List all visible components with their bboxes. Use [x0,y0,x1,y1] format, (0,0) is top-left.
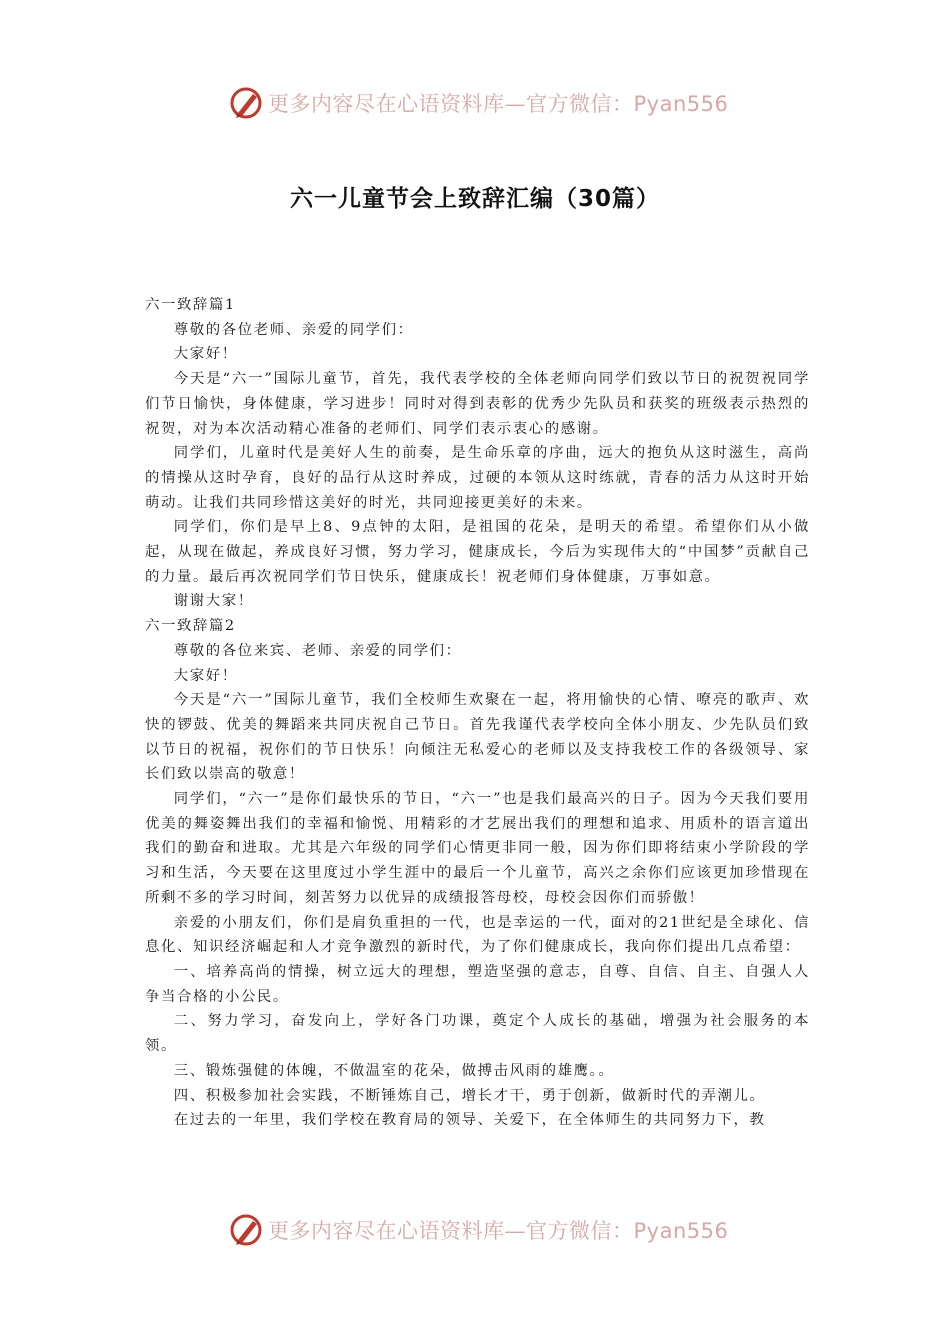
paragraph: 三、锻炼强健的体魄，不做温室的花朵，做搏击风雨的雄鹰。。 [173,1062,615,1079]
paragraph: 同学们，“六一”是你们最快乐的节日，“六一”也是我们最高兴的日子。因为今天我们要用优美的舞姿舞出我们的幸福和愉悦、用精彩的才艺展出我们的理想和追求、用质朴的语言道出我们的勤奋和进取。尤其是六年级的同学们心情更非同一般，因为你们即将结束小学阶段的学习和生活，今天要在这里度过小学生涯中的最后一个儿童节，高兴之余你们应该更加珍惜现在所剩不多的学习时间，刻苦努力以优异的成绩报答母校，母校会因你们而骄傲！ [145,791,810,906]
document-body [145,293,810,1133]
paragraph: 今天是“六一”国际儿童节，首先，我代表学校的全体老师向同学们致以节日的祝贺祝同学们节日愉快，身体健康，学习进步！同时对得到表彰的优秀少先队员和获奖的班级表示热烈的祝贺，对为本次活动精心准备的老师们、同学们表示衷心的感谢。 [145,371,810,437]
pen-circle-logo-icon [228,1212,264,1248]
paragraph: 二、努力学习，奋发向上，学好各门功课，奠定个人成长的基础，增强为社会服务的本领。 [145,1013,810,1055]
banner-wechat-id: Pyan556 [633,92,729,116]
paragraph: 在过去的一年里，我们学校在教育局的领导、关爱下，在全体师生的共同努力下，教 [173,1112,766,1129]
section-heading: 六一致辞篇1 [145,297,236,313]
banner-text: 更多内容尽在心语资料库—官方微信：Pyan556 [268,92,729,116]
paragraph: 大家好！ [173,346,238,363]
pen-circle-logo-icon [228,85,264,121]
paragraph: 大家好！ [173,667,238,684]
footer-banner [228,1210,728,1250]
header-banner [228,83,728,123]
paragraph: 今天是“六一”国际儿童节，我们全校师生欢聚在一起，将用愉快的心情、嘹亮的歌声、欢快的锣鼓、优美的舞蹈来共同庆祝自己节日。首先我谨代表学校向全体小朋友、少先队员们致以节日的祝福，祝你们的节日快乐！向倾注无私爱心的老师以及支持我校工作的各级领导、家长们致以崇高的敬意！ [145,692,810,783]
paragraph: 尊敬的各位老师、亲爱的同学们： [173,321,414,338]
paragraph: 谢谢大家！ [173,593,254,610]
paragraph: 尊敬的各位来宾、老师、亲爱的同学们： [173,642,462,659]
paragraph: 同学们，儿童时代是美好人生的前奏，是生命乐章的序曲，远大的抱负从这时滋生，高尚的情操从这时孕育，良好的品行从这时养成，过硬的本领从这时练就，青春的活力从这时开始萌动。让我们共同珍惜这美好的时光，共同迎接更美好的未来。 [145,445,810,511]
paragraph: 同学们，你们是早上8、9点钟的太阳，是祖国的花朵，是明天的希望。希望你们从小做起，从现在做起，养成良好习惯，努力学习，健康成长，今后为实现伟大的“中国梦”贡献自己的力量。最后再次祝同学们节日快乐，健康成长！祝老师们身体健康，万事如意。 [145,519,810,585]
section-heading: 六一致辞篇2 [145,618,236,635]
banner-wechat-id: Pyan556 [633,1219,729,1243]
paragraph: 四、积极参加社会实践，不断锤炼自己，增长才干，勇于创新，做新时代的弄潮儿。 [173,1087,766,1104]
document-title: 六一儿童节会上致辞汇编（30篇） [289,186,660,212]
banner-text: 更多内容尽在心语资料库—官方微信：Pyan556 [268,1219,729,1243]
paragraph: 一、培养高尚的情操，树立远大的理想，塑造坚强的意志，自尊、自信、自主、自强人人争当合格的小公民。 [145,963,810,1005]
paragraph: 亲爱的小朋友们，你们是肩负重担的一代，也是幸运的一代，面对的21世纪是全球化、信息化、知识经济崛起和人才竞争激烈的新时代，为了你们健康成长，我向你们提出几点希望： [145,914,810,956]
